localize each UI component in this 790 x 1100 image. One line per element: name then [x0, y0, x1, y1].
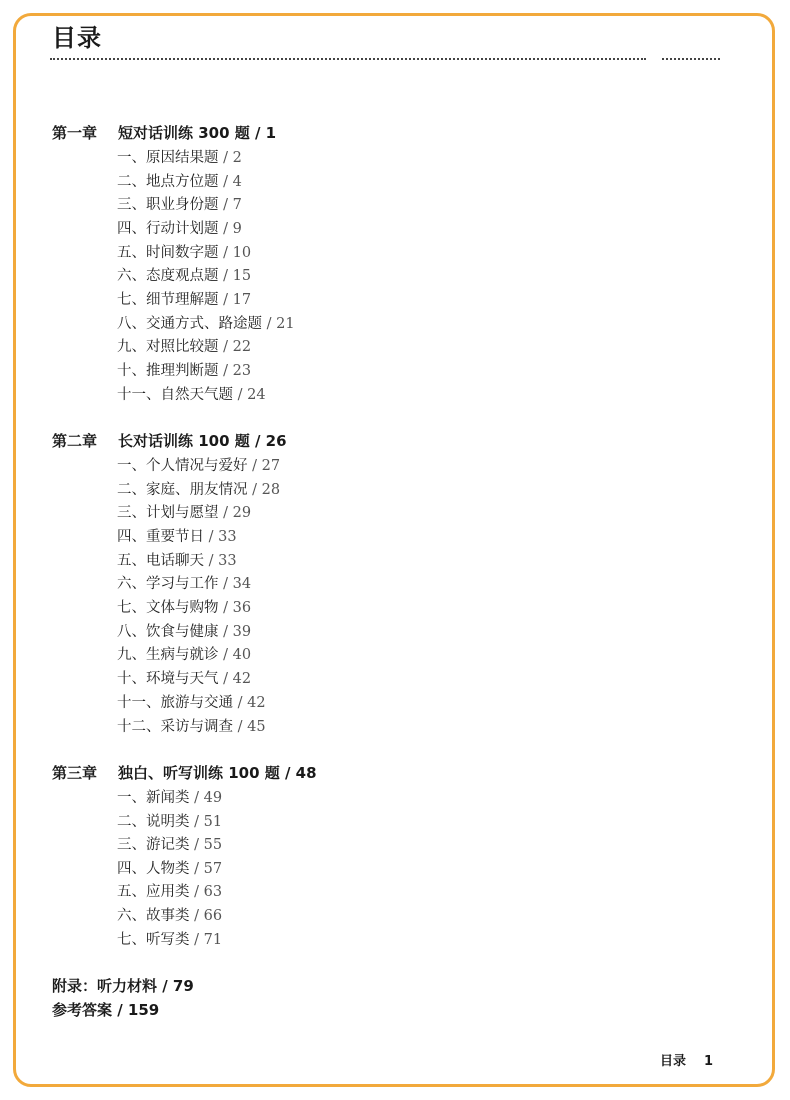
toc-item-page: / 45: [233, 719, 266, 735]
toc-item-label: 七、文体与购物: [117, 600, 219, 616]
toc-item-label: 八、饮食与健康: [117, 624, 219, 640]
toc-item[interactable]: [117, 596, 251, 617]
appendix-answer-key[interactable]: 参考答案 / 159: [52, 1001, 160, 1019]
appendix-listening-materials[interactable]: 附录：听力材料 / 79: [52, 977, 194, 995]
toc-item-label: 九、生病与就诊: [117, 647, 219, 663]
toc-item-label: 三、职业身份题: [117, 197, 219, 213]
toc-item-label: 一、新闻类: [117, 790, 190, 806]
toc-item-page: / 29: [218, 505, 252, 521]
chapter-number: 第三章: [52, 764, 98, 782]
toc-item-page: / 39: [218, 624, 252, 640]
toc-item[interactable]: [117, 786, 222, 807]
toc-item[interactable]: [117, 288, 251, 309]
toc-item-page: / 66: [189, 908, 223, 924]
toc-item-page: / 23: [218, 363, 252, 379]
toc-item[interactable]: [117, 928, 222, 949]
toc-item-page: / 10: [218, 245, 252, 261]
toc-item-label: 十一、自然天气题: [117, 387, 233, 403]
footer-page-number: 1: [704, 1054, 714, 1069]
toc-item-page: / 2: [218, 150, 242, 166]
toc-item-page: / 57: [189, 861, 223, 877]
toc-item-page: / 63: [189, 884, 223, 900]
toc-item-label: 六、学习与工作: [117, 576, 219, 592]
toc-item-page: / 34: [218, 576, 252, 592]
toc-item-page: / 55: [189, 837, 223, 853]
toc-item-page: / 42: [218, 671, 252, 687]
toc-item-label: 九、对照比较题: [117, 339, 219, 355]
toc-item-label: 八、交通方式、路途题: [117, 316, 262, 332]
toc-item-page: / 42: [233, 695, 266, 711]
toc-item-page: / 40: [218, 647, 252, 663]
chapter-number: 第一章: [52, 124, 98, 142]
toc-item[interactable]: [117, 715, 266, 736]
toc-item-label: 十、推理判断题: [117, 363, 219, 379]
toc-item-label: 二、地点方位题: [117, 174, 219, 190]
toc-item-label: 五、应用类: [117, 884, 190, 900]
toc-item-label: 十、环境与天气: [117, 671, 219, 687]
toc-item-label: 十一、旅游与交通: [117, 695, 233, 711]
toc-item-page: / 24: [233, 387, 266, 403]
chapter-title: 独白、听写训练 100 题 / 48: [118, 764, 317, 782]
toc-item-page: / 71: [189, 932, 223, 948]
toc-item[interactable]: [117, 193, 242, 214]
chapter-heading-1[interactable]: [52, 122, 276, 143]
toc-item-page: / 51: [189, 814, 223, 830]
toc-item-label: 三、游记类: [117, 837, 190, 853]
toc-item[interactable]: [117, 335, 251, 356]
toc-item[interactable]: [117, 572, 251, 593]
toc-item-label: 六、故事类: [117, 908, 190, 924]
toc-item-label: 七、细节理解题: [117, 292, 219, 308]
toc-item-label: 四、重要节日: [117, 529, 204, 545]
toc-item-label: 四、人物类: [117, 861, 190, 877]
toc-item-label: 二、说明类: [117, 814, 190, 830]
toc-item[interactable]: [117, 501, 251, 522]
toc-item[interactable]: [117, 620, 251, 641]
toc-item-page: / 28: [247, 482, 281, 498]
toc-item-page: / 21: [262, 316, 295, 332]
toc-item-label: 一、原因结果题: [117, 150, 219, 166]
toc-item-page: / 15: [218, 268, 252, 284]
toc-item-page: / 36: [218, 600, 252, 616]
toc-item-page: / 7: [218, 197, 242, 213]
toc-item-page: / 4: [218, 174, 242, 190]
toc-item[interactable]: [117, 691, 266, 712]
toc-item[interactable]: [117, 525, 237, 546]
toc-item-page: / 27: [247, 458, 281, 474]
toc-item-label: 一、个人情况与爱好: [117, 458, 248, 474]
toc-item[interactable]: [117, 904, 222, 925]
toc-item[interactable]: [117, 667, 251, 688]
toc-item[interactable]: [117, 549, 237, 570]
toc-item-page: / 33: [204, 529, 237, 545]
toc-item-label: 三、计划与愿望: [117, 505, 219, 521]
toc-item-label: 十二、采访与调查: [117, 719, 233, 735]
toc-item-label: 六、态度观点题: [117, 268, 219, 284]
toc-item[interactable]: [117, 833, 222, 854]
toc-item-label: 五、电话聊天: [117, 553, 204, 569]
page-title: 目录: [52, 24, 102, 52]
toc-item-label: 二、家庭、朋友情况: [117, 482, 248, 498]
toc-item[interactable]: [117, 170, 242, 191]
chapter-title: 长对话训练 100 题 / 26: [118, 432, 287, 450]
toc-item[interactable]: [117, 146, 242, 167]
toc-item-label: 七、听写类: [117, 932, 190, 948]
toc-item[interactable]: [117, 478, 280, 499]
title-dotted-rule-short: [662, 58, 720, 60]
chapter-title: 短对话训练 300 题 / 1: [118, 124, 277, 142]
toc-item[interactable]: [117, 264, 251, 285]
toc-item-page: / 49: [189, 790, 223, 806]
page-footer: [660, 1050, 713, 1069]
toc-item-label: 四、行动计划题: [117, 221, 219, 237]
toc-item-page: / 17: [218, 292, 252, 308]
toc-item[interactable]: [117, 643, 251, 664]
toc-item[interactable]: [117, 880, 222, 901]
footer-label: 目录: [660, 1054, 687, 1069]
toc-item[interactable]: [117, 312, 295, 333]
chapter-heading-3[interactable]: [52, 762, 317, 783]
toc-item-page: / 22: [218, 339, 252, 355]
toc-item[interactable]: [117, 217, 242, 238]
chapter-heading-2[interactable]: [52, 430, 287, 451]
toc-item[interactable]: [117, 454, 280, 475]
toc-item[interactable]: [117, 383, 266, 404]
toc-item[interactable]: [117, 857, 222, 878]
toc-item[interactable]: [117, 359, 251, 380]
toc-item-page: / 33: [204, 553, 237, 569]
toc-item-label: 五、时间数字题: [117, 245, 219, 261]
toc-item-page: / 9: [218, 221, 242, 237]
toc-item[interactable]: [117, 241, 251, 262]
title-dotted-rule: [50, 58, 646, 60]
chapter-number: 第二章: [52, 432, 98, 450]
toc-item[interactable]: [117, 810, 222, 831]
